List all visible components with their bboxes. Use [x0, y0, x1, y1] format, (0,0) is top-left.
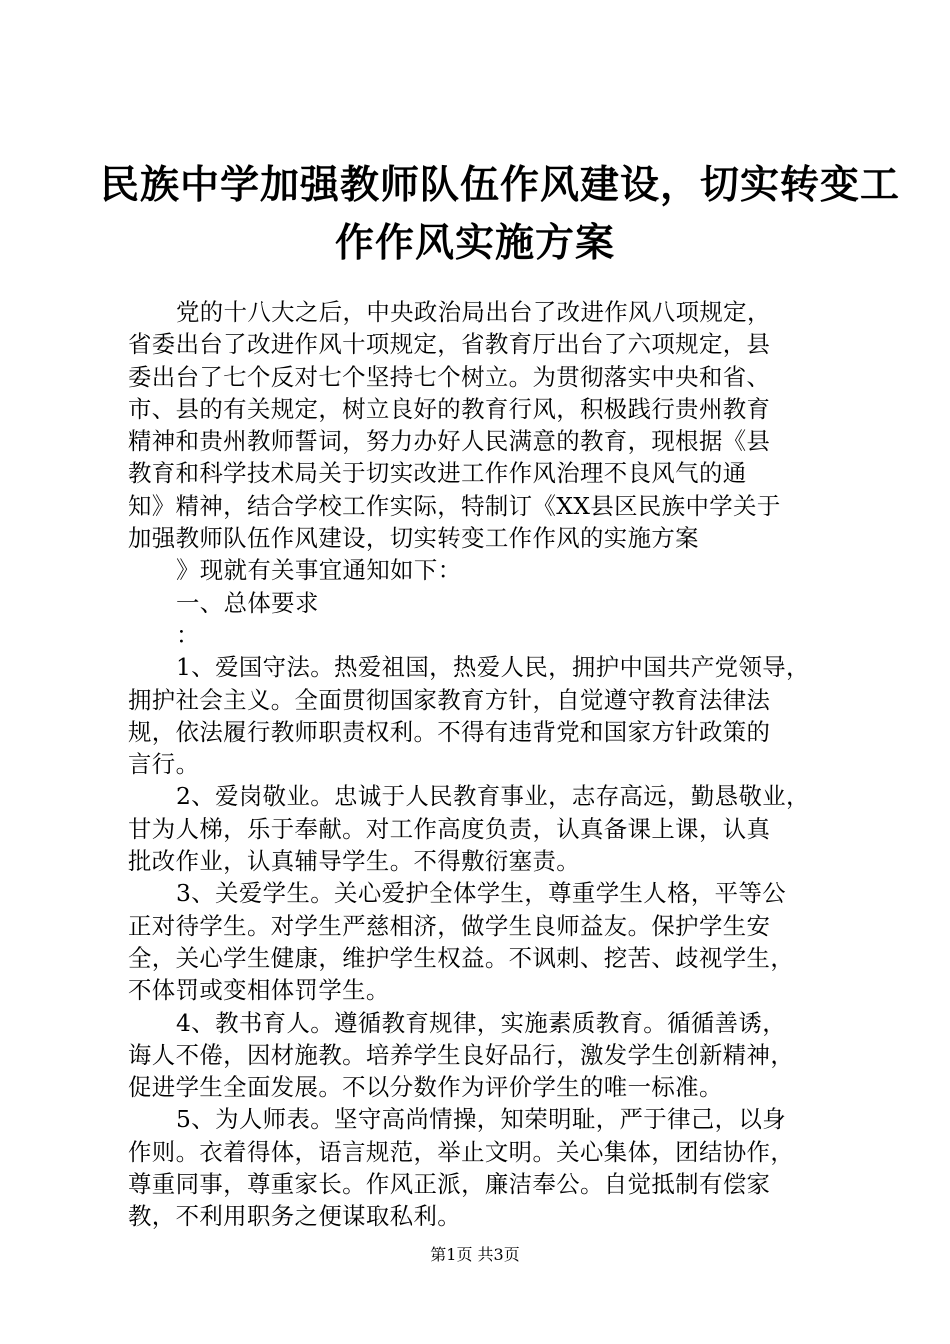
body-text-line: 言行。 — [128, 750, 200, 779]
body-text-line: 教，不利用职务之便谋取私利。 — [128, 1202, 462, 1231]
body-text-line: 一、总体要求 — [176, 588, 319, 617]
body-text-line: 加强教师队伍作风建设，切实转变工作作风的实施方案 — [128, 524, 699, 553]
document-title-line-1: 民族中学加强教师队伍作风建设，切实转变工 — [100, 163, 901, 208]
body-text-line: 知》精神，结合学校工作实际，特制订《XX县区民族中学关于 — [128, 491, 781, 520]
body-text-line: ： — [176, 620, 200, 649]
document-body — [128, 296, 848, 1233]
body-text-line: 作则。衣着得体，语言规范，举止文明。关心集体，团结协作， — [128, 1137, 795, 1166]
body-text-line: 规，依法履行教师职责权利。不得有违背党和国家方针政策的 — [128, 717, 771, 746]
body-text-line: 拥护社会主义。全面贯彻国家教育方针，自觉遵守教育法律法 — [128, 685, 771, 714]
body-text-line: 省委出台了改进作风十项规定，省教育厅出台了六项规定，县 — [128, 330, 771, 359]
body-text-line: 4、教书育人。遵循教育规律，实施素质教育。循循善诱， — [176, 1008, 787, 1037]
body-text-line: 2、爱岗敬业。忠诚于人民教育事业，志存高远，勤恳敬业， — [176, 782, 810, 811]
body-text-line: 党的十八大之后，中央政治局出台了改进作风八项规定， — [176, 298, 771, 326]
body-text-line: 全，关心学生健康，维护学生权益。不讽刺、挖苦、歧视学生， — [128, 943, 795, 972]
body-text-line: 促进学生全面发展。不以分数作为评价学生的唯一标准。 — [128, 1073, 723, 1102]
body-text-line: 1、爱国守法。热爱祖国，热爱人民，拥护中国共产党领导， — [176, 653, 810, 682]
body-text-line: 正对待学生。对学生严慈相济，做学生良师益友。保护学生安 — [128, 911, 771, 940]
body-text-line: 3、关爱学生。关心爱护全体学生，尊重学生人格，平等公 — [176, 879, 787, 908]
body-text-line: 甘为人梯，乐于奉献。对工作高度负责，认真备课上课，认真 — [128, 814, 771, 843]
document-title-line-2: 作作风实施方案 — [334, 221, 615, 266]
body-text-line: 5、为人师表。坚守高尚情操，知荣明耻，严于律己，以身 — [176, 1105, 787, 1134]
body-text-line: 市、县的有关规定，树立良好的教育行风，积极践行贵州教育 — [128, 394, 771, 423]
body-text-line: 精神和贵州教师誓词，努力办好人民满意的教育，现根据《县 — [128, 427, 771, 456]
body-text-line: 委出台了七个反对七个坚持七个树立。为贯彻落实中央和省、 — [128, 362, 771, 391]
body-text-line: 教育和科学技术局关于切实改进工作作风治理不良风气的通 — [128, 459, 747, 488]
page-footer: 第1页 共3页 — [430, 1245, 520, 1264]
body-text-line: 不体罚或变相体罚学生。 — [128, 976, 390, 1005]
body-text-line: 尊重同事，尊重家长。作风正派，廉洁奉公。自觉抵制有偿家 — [128, 1170, 771, 1199]
body-text-line: 》现就有关事宜通知如下： — [176, 556, 462, 585]
body-text-line: 诲人不倦，因材施教。培养学生良好品行，激发学生创新精神， — [128, 1040, 795, 1069]
body-text-line: 批改作业，认真辅导学生。不得敷衍塞责。 — [128, 847, 581, 876]
